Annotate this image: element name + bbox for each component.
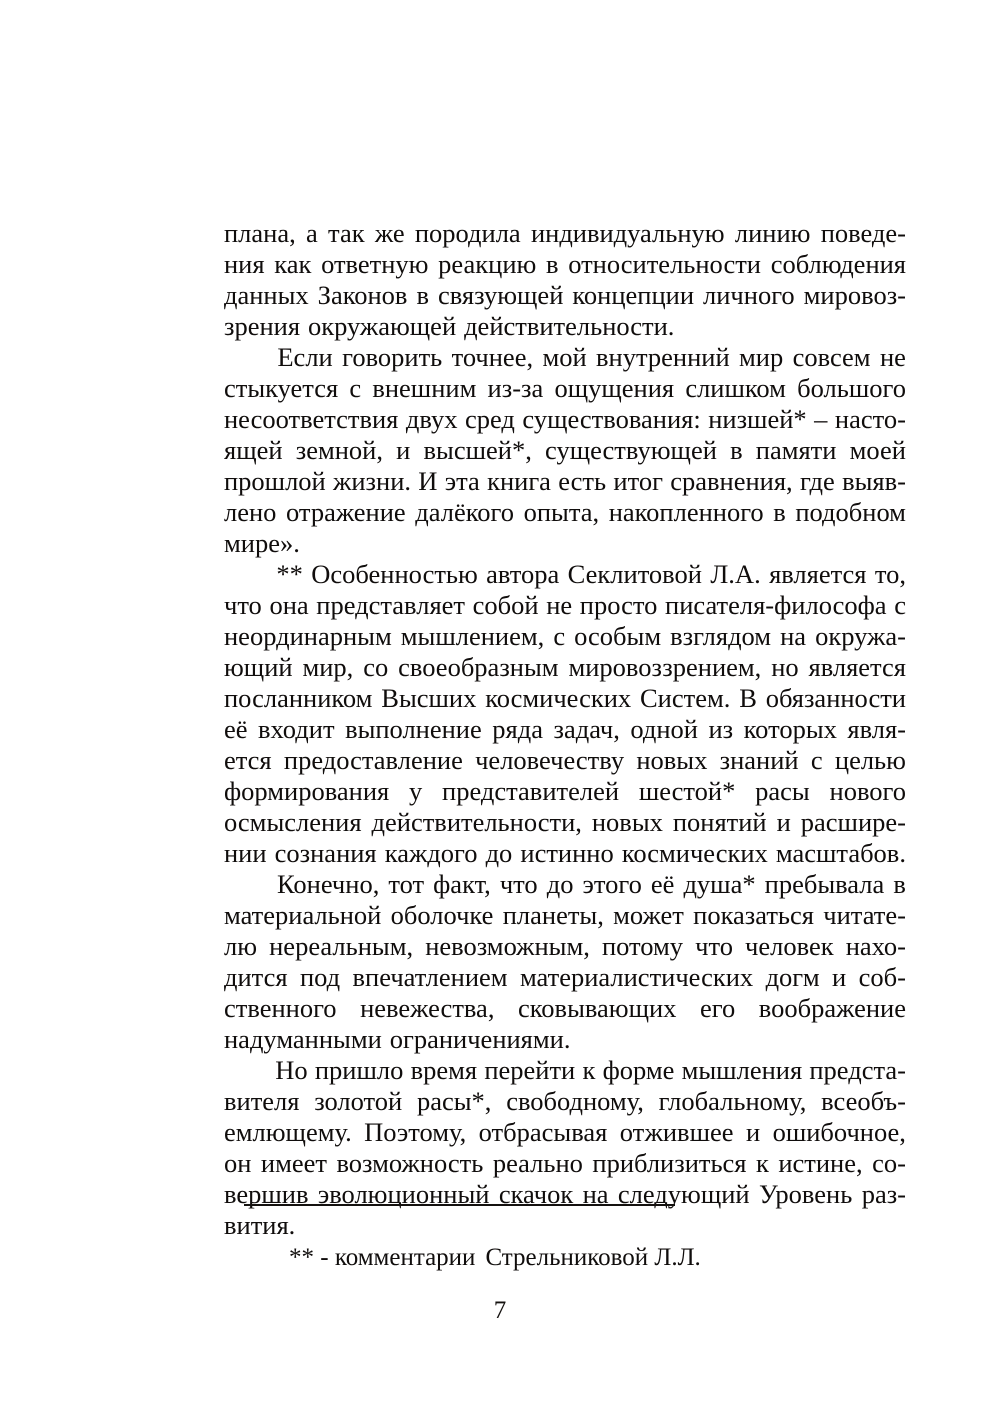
word: но [771,652,799,682]
word: на [582,1179,609,1209]
word: ** [276,559,303,589]
word: соб- [858,962,906,992]
word: мышлением, [400,621,545,651]
word: выполнение [345,714,482,744]
word: которых [743,714,837,744]
word: высшей*, [423,435,532,465]
word: емлющему. [224,1117,352,1147]
word: невежества, [360,993,495,1023]
word: он [224,1148,252,1178]
word: возможность [336,1148,484,1178]
word: ющий [224,652,293,682]
word: новых [636,745,708,775]
word: новых [591,807,663,837]
footnote-separator-rule [244,1204,675,1206]
word: сравнения, [670,466,793,496]
word: является [769,559,867,589]
footnote-label: комментарии [334,1244,476,1271]
word: ответную [321,249,429,279]
word: нереальным, [269,931,414,961]
word: явля- [847,714,906,744]
text-line [224,497,906,528]
word: Особенностью [311,559,478,589]
word: где [799,466,835,496]
word: со- [872,1148,906,1178]
word: до [485,838,513,868]
word: точнее, [451,342,534,372]
text-line [224,776,906,807]
text-line [224,1117,906,1148]
word: пришло [314,1055,404,1085]
word: форме [602,1055,675,1085]
word: космических [621,838,768,868]
word: большого [797,373,906,403]
word: реально [492,1148,583,1178]
word: материалистических [519,962,754,992]
word: надуманными [224,1024,382,1054]
text-line [224,745,906,776]
word: с [349,373,362,403]
word: мой [542,342,587,372]
word: понятий [672,807,767,837]
word: то, [874,559,906,589]
word: действительности. [464,311,675,341]
word: есть [558,466,607,496]
word: книга [487,466,551,496]
word: совсем [792,342,871,372]
word: сознания [274,838,377,868]
word: неординарным [224,621,392,651]
footnote-text [224,1211,906,1304]
word: посланником [224,683,373,713]
word: мировоззрением, [568,652,762,682]
word: и [832,962,847,992]
footnote-dash: - [320,1244,329,1271]
word: имеет [260,1148,327,1178]
word: своеобразным [398,652,559,682]
word: следующий [617,1179,750,1209]
word: Конечно, [277,869,380,899]
word: индивидуальную [530,218,725,248]
word: приблизиться [592,1148,747,1178]
word: ограничениями. [389,1024,571,1054]
word: из [708,714,734,744]
word: И [418,466,438,496]
word: в [546,249,559,279]
word: сковывающих [518,993,677,1023]
text-line [224,373,906,404]
text-line [224,311,906,342]
text-line [224,218,906,249]
word: существующей [545,435,717,465]
word: ется [224,745,272,775]
word: раз- [861,1179,906,1209]
text-line [224,993,906,1024]
word: его [700,993,736,1023]
word: оболочке [390,900,494,930]
word: из-за [487,373,544,403]
word: перейти [484,1055,576,1085]
word: Уровень [758,1179,853,1209]
word: может [613,900,684,930]
word: ящей [224,435,283,465]
word: Секлитовой [567,559,702,589]
footnote-marker: ** [289,1244,314,1271]
word: зрения [224,311,301,341]
word: поведе- [820,218,906,248]
word: ошибочное, [772,1117,906,1147]
word: нахо- [845,931,906,961]
word: догм [765,962,820,992]
word: же [374,218,405,248]
word: с [894,590,906,620]
word: а [306,218,318,248]
word: далёкого [415,497,514,527]
word: стыкуется [224,373,339,403]
word: эволюционный [317,1179,490,1209]
word: относительности [568,249,761,279]
word: нии [224,838,267,868]
word: материальной [224,900,382,930]
word: двух [405,404,458,434]
word: что [499,869,538,899]
word: внешним [372,373,477,403]
word: не [546,590,573,620]
word: лено [224,497,277,527]
text-line [224,838,906,869]
word: мире». [224,528,300,558]
paragraph-indent [224,559,268,590]
word: мышления [681,1055,803,1085]
word: Но [275,1055,308,1085]
word: как [274,249,312,279]
word: памяти [755,435,837,465]
paragraph-indent [224,342,268,373]
word: читате- [823,900,906,930]
word: под [299,962,341,992]
word: предста- [809,1055,906,1085]
word: отжившее [619,1117,734,1147]
word: человек [745,931,834,961]
word: у [409,776,423,806]
word: Систем. [640,683,731,713]
word: расы*, [416,1086,492,1116]
word: действительности, [371,807,582,837]
word: предоставление [283,745,463,775]
word: тот [388,869,425,899]
text-line [224,342,906,373]
word: слишком [685,373,786,403]
word: знаний [719,745,799,775]
word: Л.А. [710,559,761,589]
word: является [808,652,906,682]
word: связующей [437,280,564,310]
word: земной, [295,435,383,465]
text-line [224,435,906,466]
word: вершив [224,1179,309,1209]
word: внутренний [596,342,730,372]
word: невозможным, [425,931,590,961]
word: и [745,1117,761,1147]
word: эта [444,466,480,496]
word: одной [630,714,698,744]
word: и [396,435,411,465]
text-line [224,900,906,931]
word: с [810,745,823,775]
word: Если [277,342,333,372]
text-line [224,466,906,497]
text-line [224,931,906,962]
word: планеты, [502,900,604,930]
word: к [755,1148,769,1178]
word: всеобъ- [821,1086,906,1116]
word: несоответствия [224,404,399,434]
word: и [776,807,791,837]
text-line [224,621,906,652]
word: жизни. [333,466,411,496]
text-line [224,1055,906,1086]
word: каждого [384,838,478,868]
word: обязанности [765,683,906,713]
word: её [650,869,675,899]
word: её [224,714,248,744]
paragraph-indent [224,869,268,900]
word: линию [734,218,811,248]
word: формирования [224,776,390,806]
word: реакцию [438,249,537,279]
word: ственного [224,993,337,1023]
word: Высших [381,683,477,713]
word: со [363,652,389,682]
word: шестой* [638,776,736,806]
paragraph-indent [224,1055,268,1086]
word: данных [224,280,309,310]
word: особым [574,621,662,651]
word: потому [601,931,684,961]
text-line [224,280,906,311]
word: сред [464,404,515,434]
word: подобном [795,497,906,527]
word: соблюдения [770,249,906,279]
word: дится [224,962,288,992]
word: представляет [316,590,465,620]
footnote-author: Стрельниковой Л.Л. [485,1244,701,1271]
text-line [224,714,906,745]
word: накопленного [608,497,764,527]
text-line [224,962,906,993]
word: прошлой [224,466,326,496]
word: впечатлением [352,962,508,992]
word: опыта, [523,497,600,527]
word: показаться [693,900,814,930]
word: воображение [758,993,906,1023]
word: низшей* [708,404,807,434]
word: мир [739,342,784,372]
text-line [224,559,906,590]
word: вития. [224,1210,296,1240]
word: автора [486,559,560,589]
word: существования: [522,404,701,434]
word: просто [579,590,658,620]
word: в [893,869,906,899]
word: концепции [572,280,695,310]
word: ния [224,249,265,279]
word: входит [258,714,335,744]
body-text [224,218,906,1241]
text-line [224,1086,906,1117]
word: на [780,621,807,651]
word: вителя [224,1086,300,1116]
text-line [224,1024,906,1055]
word: человечеству [475,745,625,775]
word: плана, [224,218,296,248]
word: скачок [498,1179,574,1209]
word: личного [703,280,795,310]
word: взглядом [670,621,772,651]
word: она [269,590,309,620]
word: до [546,869,574,899]
word: свободному, [506,1086,644,1116]
word: отбрасывая [478,1117,608,1147]
word: – [814,404,828,434]
word: расшире- [800,807,906,837]
word: ряда [492,714,543,744]
word: породила [414,218,521,248]
word: лю [224,931,258,961]
word: что [224,590,262,620]
word: выяв- [842,466,906,496]
word: космических [485,683,632,713]
word: целью [834,745,906,775]
word: собой [472,590,539,620]
word: с [553,621,566,651]
word: в [416,280,429,310]
text-line [224,404,906,435]
word: представителей [442,776,620,806]
word: истине, [778,1148,863,1178]
word: окружа- [815,621,906,651]
word: мировоз- [803,280,906,310]
word: Законов [317,280,408,310]
word: в [730,435,743,465]
word: истинно [520,838,614,868]
word: осмысления [224,807,362,837]
word: глобальному, [658,1086,807,1116]
word: время [410,1055,478,1085]
word: ощущения [554,373,675,403]
word: масштабов. [775,838,906,868]
word: душа* [683,869,756,899]
text-line [224,590,906,621]
word: говорить [342,342,443,372]
word: этого [582,869,642,899]
text-line [224,652,906,683]
word: насто- [834,404,906,434]
text-line [224,528,906,559]
word: факт, [433,869,491,899]
word: не [879,342,906,372]
word: итог [613,466,663,496]
word: так [328,218,365,248]
word: к [582,1055,596,1085]
word: в [773,497,786,527]
text-line [224,807,906,838]
text-line [224,869,906,900]
word: писателя-философа [665,590,887,620]
word: расы [755,776,810,806]
word: что [695,931,733,961]
word: В [739,683,757,713]
text-line [224,683,906,714]
word: окружающей [307,311,457,341]
text-line [224,1148,906,1179]
word: пребывала [764,869,885,899]
page-number: 7 [493,1297,507,1324]
word: отражение [286,497,406,527]
word: мир, [302,652,354,682]
word: моей [849,435,906,465]
word: нового [829,776,906,806]
word: Поэтому, [364,1117,467,1147]
word: задач, [553,714,620,744]
text-line [224,249,906,280]
word: золотой [314,1086,403,1116]
